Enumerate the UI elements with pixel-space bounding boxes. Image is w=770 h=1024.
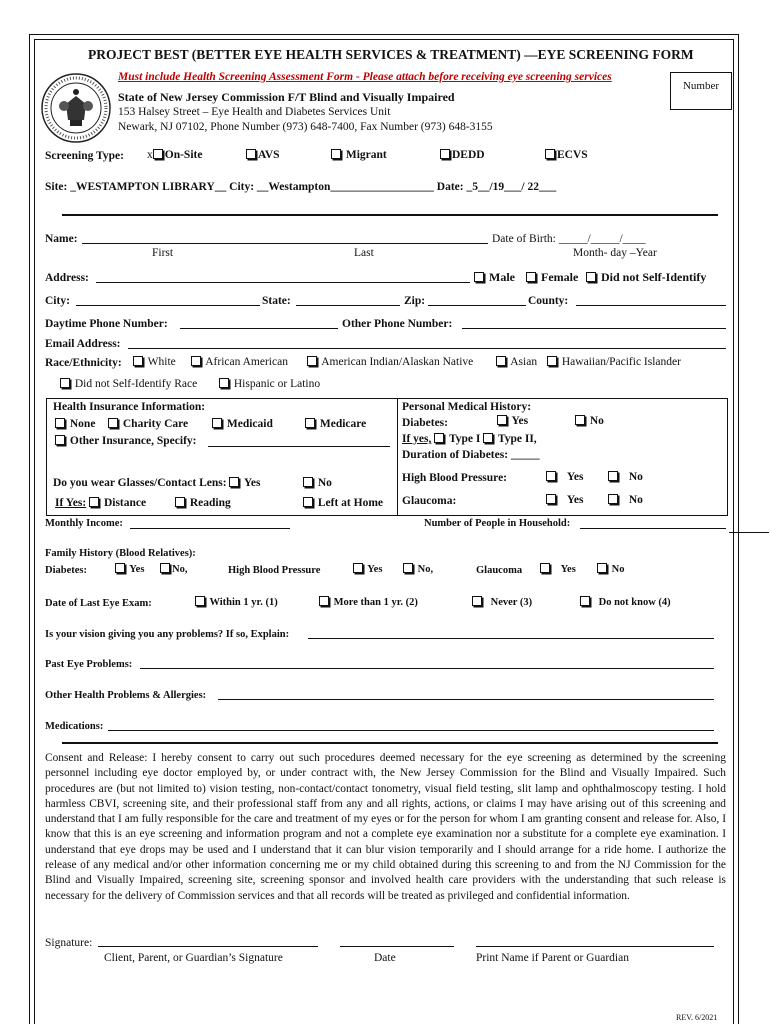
zip-input[interactable] (428, 295, 526, 306)
checkbox[interactable] (474, 272, 484, 282)
checkbox[interactable] (434, 433, 444, 443)
margin-line (729, 532, 769, 533)
client-signature-caption: Client, Parent, or Guardian’s Signature (104, 952, 283, 964)
eye-exam-within[interactable]: Within 1 yr. (1) (195, 596, 278, 608)
number-box[interactable] (670, 72, 732, 110)
screening-type-label: Screening Type: (45, 150, 124, 162)
state-seal-icon (40, 72, 112, 144)
name-input[interactable] (82, 233, 488, 244)
checkbox[interactable] (608, 471, 618, 481)
checkbox[interactable] (55, 435, 65, 445)
glasses-reading[interactable]: Reading (175, 497, 231, 509)
address-input[interactable] (96, 272, 470, 283)
monthly-income-input[interactable] (130, 518, 290, 529)
checkbox[interactable] (160, 563, 170, 573)
insurance-other[interactable]: Other Insurance, Specify: (55, 435, 196, 447)
checkbox[interactable] (89, 497, 99, 507)
checkbox[interactable] (229, 477, 239, 487)
print-name-caption: Print Name if Parent or Guardian (476, 952, 629, 964)
eye-exam-more[interactable]: More than 1 yr. (2) (319, 596, 418, 608)
gender-female[interactable]: Female (526, 270, 578, 285)
hbp-no[interactable]: No (608, 471, 643, 483)
mark: x (147, 149, 153, 161)
checkbox[interactable] (307, 356, 317, 366)
gender-male[interactable]: Male (474, 270, 515, 285)
insurance-heading: Health Insurance Information: (53, 401, 206, 413)
email-input[interactable] (128, 338, 726, 349)
checkbox[interactable] (526, 272, 536, 282)
family-diabetes-no[interactable]: No, (160, 563, 187, 575)
checkbox[interactable] (483, 433, 493, 443)
family-heading: Family History (Blood Relatives): (45, 548, 196, 559)
checkbox[interactable] (440, 149, 450, 159)
agency-name: State of New Jersey Commission F/T Blind and Visually Impaired (118, 90, 455, 104)
history-heading: Personal Medical History: (402, 401, 532, 413)
checkbox[interactable] (195, 596, 205, 606)
family-hbp-label: High Blood Pressure (228, 565, 321, 576)
other-phone-label: Other Phone Number: (342, 318, 453, 330)
consent-text: Consent and Release: I hereby consent to carry out such procedures deemed necessary for the eye screening as determined by the screening personnel including eye doctor employed by, or under contract with, the New Jersey Commission for the Blind and Visually Impaired. Such procedures are (but not limited to) vision testing, non-contact/contact tonometry, visual field testing, slit lamp and ophthalmoscopy testing. I hold harmless CBVI, screening site, and their professional staff from any and all rights, actions, or claims I may have arising out of this screening and understand that I am fully responsible for the care and treatment of my eyes or for the person for whom I am granting consent and release for. Also, I know that this is an eye screening and information program and not a complete eye examination nor a substitute for a complete eye examination. I understand that eye drops may be used and I understand that it can blur vision temporarily and I should arrange for a ride home. I authorize the release of any medical and/or other information concerning me or my child obtained during this screening to and from the NJ Commission for the Blind and Visually Impaired, screening site, screening sponsor and involved health care providers with the understanding that such release is necessary for the delivery of Commission services and that all records will be treated as privileged and confidential information. (45, 752, 726, 902)
checkbox[interactable] (540, 563, 550, 573)
county-input[interactable] (576, 295, 726, 306)
other-health-input[interactable] (218, 689, 714, 700)
checkbox[interactable] (133, 356, 143, 366)
form-title: PROJECT BEST (BETTER EYE HEALTH SERVICES & TREATMENT) —EYE SCREENING FORM (88, 47, 694, 62)
checkbox[interactable] (331, 149, 341, 159)
notice-text: Must include Health Screening Assessment Form - Please attach before receiving eye screening services (118, 71, 612, 83)
family-diabetes-yes[interactable]: Yes (115, 563, 144, 575)
eye-exam-label: Date of Last Eye Exam: (45, 598, 152, 609)
checkbox[interactable] (547, 356, 557, 366)
other-insurance-input[interactable] (208, 436, 390, 447)
divider (62, 742, 718, 744)
other-health-label: Other Health Problems & Allergies: (45, 690, 207, 701)
glaucoma-yes[interactable]: Yes (546, 494, 584, 506)
checkbox[interactable] (496, 356, 506, 366)
checkbox[interactable] (575, 415, 585, 425)
checkbox[interactable] (175, 497, 185, 507)
family-hbp-no[interactable]: No, (403, 563, 433, 575)
first-hint: First (152, 247, 174, 259)
dob-label[interactable]: Date of Birth: _____/_____/____ (492, 233, 646, 245)
family-glaucoma-yes[interactable]: Yes (540, 563, 576, 575)
glasses-if-yes: If Yes: Distance (55, 497, 147, 509)
city-label: City: (45, 295, 70, 307)
race-label: Race/Ethnicity: (45, 357, 122, 369)
number-label: Number (682, 80, 720, 92)
county-label: County: (528, 295, 569, 307)
last-hint: Last (354, 247, 374, 259)
checkbox[interactable] (545, 149, 555, 159)
checkbox[interactable] (608, 494, 618, 504)
insurance-none[interactable]: None (55, 418, 95, 430)
state-label: State: (262, 295, 291, 307)
checkbox[interactable] (597, 563, 607, 573)
checkbox[interactable] (546, 471, 556, 481)
eye-exam-unknown[interactable]: Do not know (4) (580, 596, 671, 608)
zip-label: Zip: (404, 295, 426, 307)
checkbox[interactable] (580, 596, 590, 606)
glaucoma-label: Glaucoma: (402, 495, 457, 507)
insurance-medicare[interactable]: Medicare (305, 418, 366, 430)
eye-exam-never[interactable]: Never (3) (472, 596, 532, 608)
vision-question: Is your vision giving you any problems? If so, Explain: (45, 629, 290, 640)
other-phone-input[interactable] (462, 318, 726, 329)
checkbox[interactable] (303, 497, 313, 507)
race-american-indian[interactable]: American Indian/Alaskan Native (307, 356, 473, 368)
checkbox[interactable] (586, 272, 596, 282)
household-input[interactable] (580, 518, 726, 529)
race-hawaiian[interactable]: Hawaiian/Pacific Islander (547, 356, 681, 368)
glasses-left-at-home[interactable]: Left at Home (303, 497, 383, 509)
checkbox[interactable] (219, 378, 229, 388)
state-input[interactable] (296, 295, 400, 306)
household-label: Number of People in Household: (424, 518, 571, 529)
gender-none[interactable]: Did not Self-Identify (586, 270, 706, 285)
checkbox[interactable] (303, 477, 313, 487)
medications-label: Medications: (45, 721, 104, 732)
screening-ecvs[interactable]: ECVS (545, 149, 588, 161)
race-white[interactable]: White (133, 356, 176, 368)
medications-input[interactable] (108, 720, 714, 731)
dob-hint: Month- day –Year (573, 247, 657, 259)
divider (62, 214, 718, 216)
screening-dedd[interactable]: DEDD (440, 149, 485, 161)
checkbox[interactable] (403, 563, 413, 573)
checkbox[interactable] (153, 149, 163, 159)
checkbox[interactable] (246, 149, 256, 159)
checkbox[interactable] (305, 418, 315, 428)
insurance-medicaid[interactable]: Medicaid (212, 418, 273, 430)
name-label: Name: (45, 233, 78, 245)
checkbox[interactable] (546, 494, 556, 504)
insurance-charity[interactable]: Charity Care (108, 418, 188, 430)
print-name-input[interactable] (476, 936, 714, 947)
site-line: Site: _WESTAMPTON LIBRARY__ City: __Westampton__________________ Date: _5__/19___/ 22___ (45, 181, 557, 193)
day-phone-input[interactable] (180, 318, 338, 329)
email-label: Email Address: (45, 338, 121, 350)
checkbox[interactable] (497, 415, 507, 425)
screening-migrant[interactable]: Migrant (331, 149, 387, 161)
family-diabetes-label: Diabetes: (45, 565, 87, 576)
checkbox[interactable] (472, 596, 482, 606)
glaucoma-no[interactable]: No (608, 494, 643, 506)
family-glaucoma-label: Glaucoma (476, 565, 523, 576)
screening-avs[interactable]: AVS (246, 149, 280, 161)
hbp-yes[interactable]: Yes (546, 471, 584, 483)
agency-contact: Newark, NJ 07102, Phone Number (973) 648-7400, Fax Number (973) 648-3155 (118, 121, 493, 133)
history-diabetes-label: Diabetes: (402, 417, 448, 429)
date-caption: Date (374, 952, 396, 964)
checkbox[interactable] (191, 356, 201, 366)
signature-date-input[interactable] (340, 936, 454, 947)
revision-label: REV. 6/2021 (676, 1013, 718, 1022)
signature-input[interactable] (98, 936, 318, 947)
day-phone-label: Daytime Phone Number: (45, 318, 168, 330)
glasses-question: Do you wear Glasses/Contact Lens: Yes (53, 477, 261, 489)
past-problems-label: Past Eye Problems: (45, 659, 133, 670)
hbp-label: High Blood Pressure: (402, 472, 507, 484)
family-glaucoma-no[interactable]: No (597, 563, 624, 575)
past-problems-input[interactable] (140, 658, 714, 669)
checkbox[interactable] (60, 378, 70, 388)
history-diabetes-yes[interactable]: Yes (497, 415, 528, 427)
history-diabetes-no[interactable]: No (575, 415, 604, 427)
screening-onsite[interactable]: x On-Site (147, 149, 203, 161)
race-african-american[interactable]: African American (191, 356, 288, 368)
race-asian[interactable]: Asian (496, 356, 537, 368)
city-input[interactable] (76, 295, 260, 306)
agency-address: 153 Halsey Street – Eye Health and Diabetes Services Unit (118, 106, 391, 118)
signature-label: Signature: (45, 937, 93, 949)
checkbox[interactable] (115, 563, 125, 573)
race-not-identified[interactable]: Did not Self-Identify Race (60, 378, 197, 390)
race-hispanic[interactable]: Hispanic or Latino (219, 378, 320, 390)
address-label: Address: (45, 272, 89, 284)
glasses-no[interactable]: No (303, 477, 332, 489)
box-divider (397, 398, 398, 516)
history-type: If yes, Type I Type II, (402, 433, 537, 445)
family-hbp-yes[interactable]: Yes (353, 563, 382, 575)
monthly-income-label: Monthly Income: (45, 518, 123, 529)
checkbox[interactable] (353, 563, 363, 573)
checkbox[interactable] (55, 418, 65, 428)
checkbox[interactable] (319, 596, 329, 606)
history-duration[interactable]: Duration of Diabetes: _____ (402, 449, 540, 461)
checkbox[interactable] (108, 418, 118, 428)
vision-input[interactable] (308, 628, 714, 639)
checkbox[interactable] (212, 418, 222, 428)
